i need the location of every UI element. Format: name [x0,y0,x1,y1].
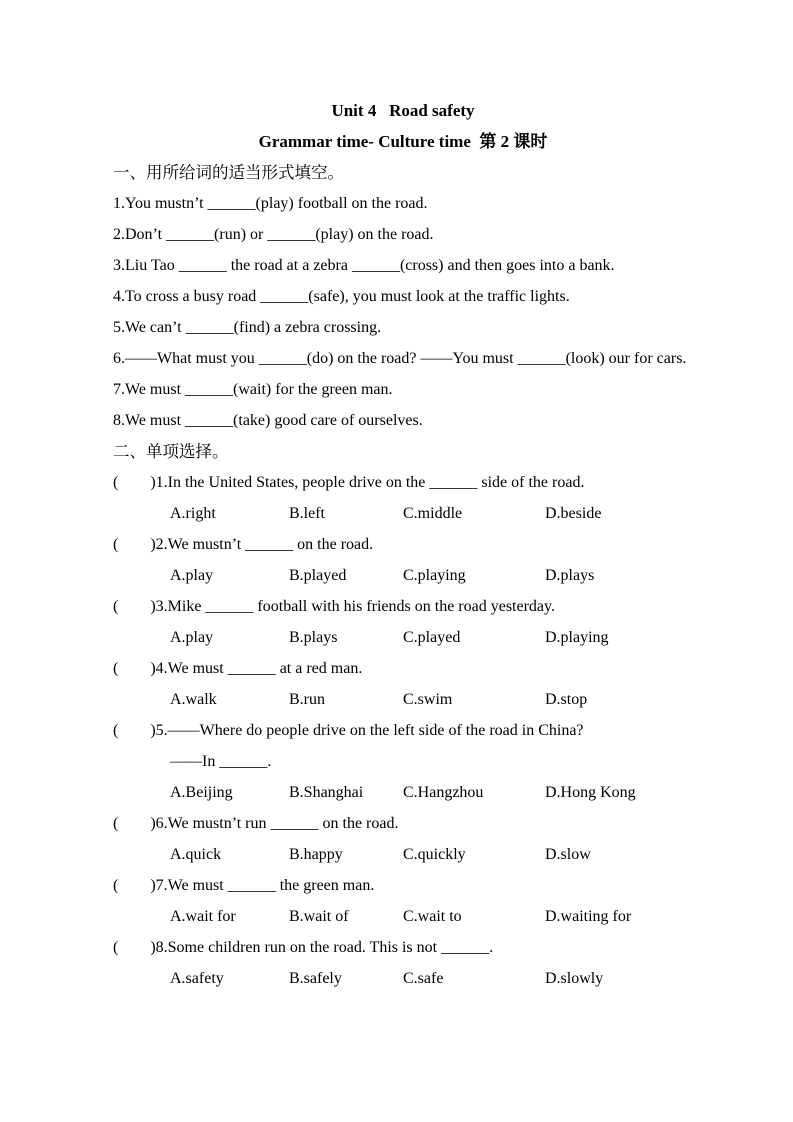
mc-option: C.swim [403,691,453,708]
mc-question-stem-8: ( )8.Some children run on the road. This is not ______. [113,939,494,956]
mc-option: D.slowly [545,970,604,987]
mc-option: A.play [170,629,214,646]
section-two-heading: 二、单项选择。 [113,442,229,461]
mc-option: A.right [170,505,216,522]
mc-option: C.played [403,629,461,646]
mc-question-stem-4: ( )4.We must ______ at a red man. [113,660,363,677]
mc-option: D.slow [545,846,591,863]
mc-option: B.safely [289,970,342,987]
mc-options-row-3 [113,622,693,653]
section-one-heading: 一、用所给词的适当形式填空。 [113,163,344,182]
mc-options-row-2 [113,560,693,591]
mc-option: B.Shanghai [289,784,364,801]
worksheet-title: Unit 4 Road safety [331,101,475,120]
mc-option: C.Hangzhou [403,784,484,801]
mc-option: D.Hong Kong [545,784,636,801]
mc-question-stem-5: ( )5.——Where do people drive on the left side of the road in China? [113,722,584,739]
mc-question-stem-2: ( )2.We mustn’t ______ on the road. [113,536,374,553]
mc-question-stem-1: ( )1.In the United States, people drive on the ______ side of the road. [113,474,585,491]
mc-option: B.run [289,691,325,708]
mc-options-row-5 [113,777,693,808]
mc-question-stem-5-answer-line: ——In ______. [170,753,272,770]
mc-option: D.playing [545,629,609,646]
mc-option: C.wait to [403,908,462,925]
mc-option: A.wait for [170,908,236,925]
mc-option: C.playing [403,567,466,584]
mc-option: B.happy [289,846,343,863]
mc-question-stem-6: ( )6.We mustn’t run ______ on the road. [113,815,399,832]
mc-options-row-1 [113,498,693,529]
mc-option: C.safe [403,970,444,987]
mc-question-stem-3: ( )3.Mike ______ football with his friends on the road yesterday. [113,598,555,615]
fill-in-item-8: 8.We must ______(take) good care of ourselves. [113,412,423,429]
fill-in-item-6: 6.——What must you ______(do) on the road? ——You must ______(look) our for cars. [113,350,687,367]
mc-option: D.waiting for [545,908,632,925]
mc-option: C.quickly [403,846,466,863]
mc-option: A.play [170,567,214,584]
fill-in-item-4: 4.To cross a busy road ______(safe), you must look at the traffic lights. [113,288,570,305]
mc-option: A.quick [170,846,222,863]
fill-in-item-5: 5.We can’t ______(find) a zebra crossing. [113,319,382,336]
mc-options-row-4 [113,684,693,715]
fill-in-item-7: 7.We must ______(wait) for the green man. [113,381,393,398]
mc-option: A.walk [170,691,217,708]
mc-option: D.plays [545,567,595,584]
mc-option: A.safety [170,970,224,987]
mc-option: D.stop [545,691,588,708]
mc-option: B.played [289,567,347,584]
mc-options-row-8 [113,963,693,994]
mc-option: C.middle [403,505,463,522]
fill-in-item-2: 2.Don’t ______(run) or ______(play) on the road. [113,226,434,243]
mc-options-row-7 [113,901,693,932]
fill-in-item-1: 1.You mustn’t ______(play) football on the road. [113,195,428,212]
mc-option: A.Beijing [170,784,233,801]
fill-in-item-3: 3.Liu Tao ______ the road at a zebra ______(cross) and then goes into a bank. [113,257,615,274]
mc-option: B.wait of [289,908,349,925]
mc-question-stem-7: ( )7.We must ______ the green man. [113,877,375,894]
mc-option: B.plays [289,629,338,646]
mc-option: D.beside [545,505,602,522]
mc-options-row-6 [113,839,693,870]
mc-option: B.left [289,505,325,522]
worksheet-subtitle: Grammar time- Culture time 第 2 课时 [258,132,548,151]
